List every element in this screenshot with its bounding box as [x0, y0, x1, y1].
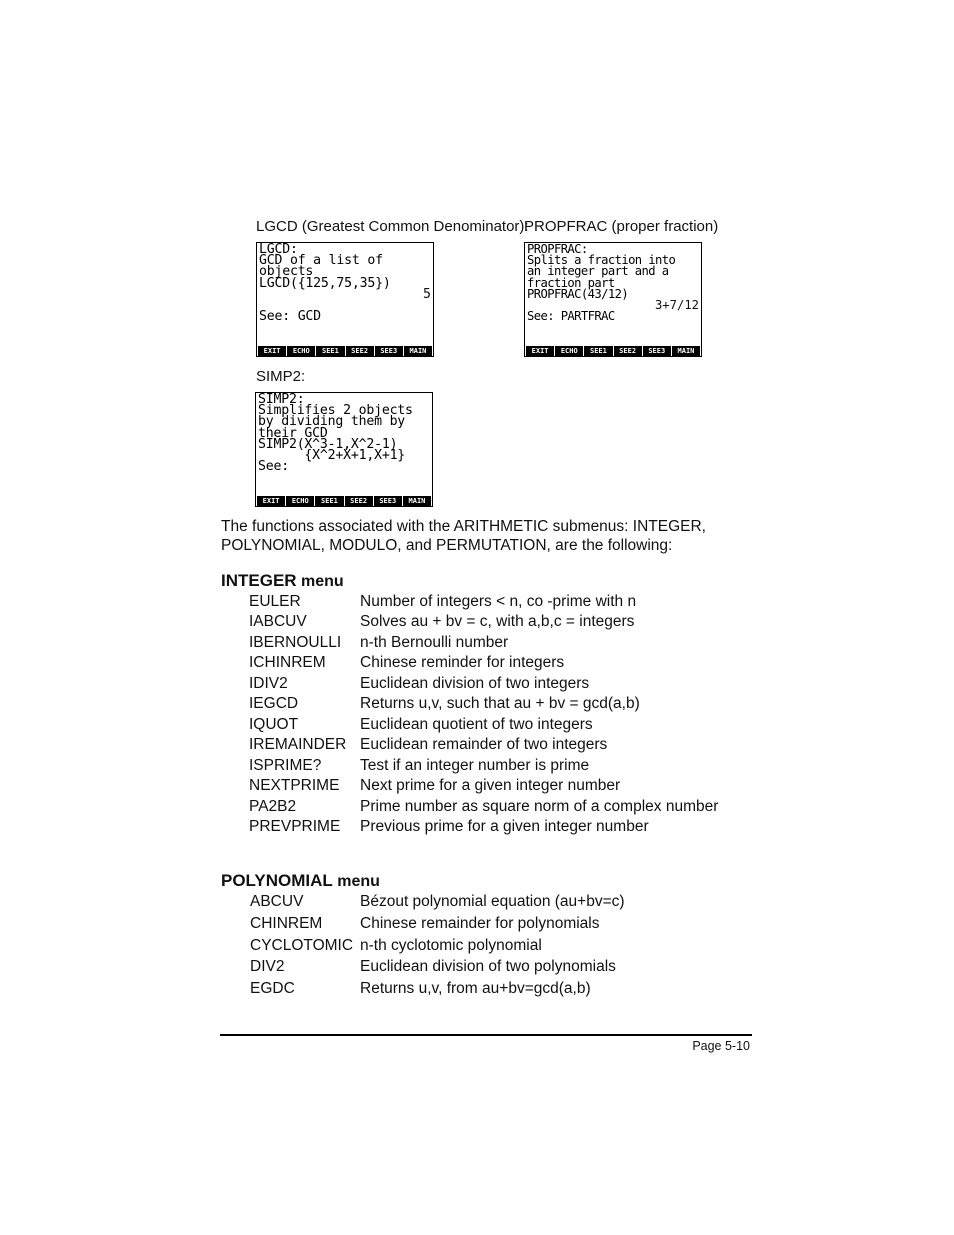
menu-item: [250, 893, 770, 913]
polynomial-heading-main: POLYNOMIAL: [221, 871, 333, 890]
menu-item-description: Euclidean division of two integers: [360, 674, 590, 692]
menu-item: [249, 634, 769, 654]
menu-item-description: Prime number as square norm of a complex number: [360, 797, 719, 815]
menu-item: [249, 777, 769, 797]
menu-item-command: CHINREM: [250, 914, 323, 932]
softkey-see1[interactable]: SEE1: [316, 346, 344, 356]
menu-item-description: Chinese reminder for integers: [360, 654, 565, 672]
menu-item-description: Bézout polynomial equation (au+bv=c): [360, 893, 625, 910]
menu-item-command: DIV2: [250, 958, 285, 976]
softkey-main[interactable]: MAIN: [403, 496, 431, 506]
menu-item-command: ICHINREM: [249, 654, 326, 672]
lgcd-screen-result: 5: [423, 287, 431, 302]
menu-item-command: IQUOT: [249, 715, 299, 733]
menu-item-description: n-th Bernoulli number: [360, 633, 509, 651]
menu-item-command: IBERNOULLI: [249, 633, 342, 651]
menu-item: [249, 695, 769, 715]
menu-item: [249, 798, 769, 818]
softkey-exit[interactable]: EXIT: [258, 346, 286, 356]
menu-item-description: Next prime for a given integer number: [360, 777, 621, 795]
menu-item-command: NEXTPRIME: [249, 777, 340, 795]
softkey-main[interactable]: MAIN: [672, 346, 700, 356]
menu-item: [249, 675, 769, 695]
lgcd-calculator-screen: [256, 242, 434, 357]
softkey-see3[interactable]: SEE3: [375, 346, 403, 356]
softkey-echo[interactable]: ECHO: [287, 346, 315, 356]
menu-item: [249, 654, 769, 674]
lgcd-screen-text: LGCD: GCD of a list of objects LGCD({125,75,35}) See: GCD: [259, 242, 391, 325]
lgcd-caption: LGCD (Greatest Common Denominator):: [256, 218, 529, 235]
menu-item-command: IEGCD: [249, 695, 299, 713]
menu-item-command: ABCUV: [250, 893, 304, 910]
menu-item: [249, 613, 769, 633]
menu-item: [250, 980, 770, 1000]
propfrac-caption: PROPFRAC (proper fraction): [524, 218, 719, 235]
simp2-caption: SIMP2:: [256, 368, 306, 385]
menu-item: [249, 593, 769, 613]
polynomial-menu-heading: [221, 871, 380, 891]
menu-item-description: Euclidean quotient of two integers: [360, 715, 593, 733]
softkey-echo[interactable]: ECHO: [555, 346, 583, 356]
menu-item: [249, 757, 769, 777]
menu-item: [250, 937, 770, 957]
softkey-see3[interactable]: SEE3: [374, 496, 402, 506]
menu-item-description: Euclidean division of two polynomials: [360, 958, 616, 976]
softkey-main[interactable]: MAIN: [404, 346, 432, 356]
menu-item-description: Previous prime for a given integer number: [360, 817, 649, 835]
menu-item: [249, 716, 769, 736]
intro-paragraph: [221, 517, 706, 555]
lgcd-softkey-bar: [257, 346, 433, 356]
integer-heading-main: INTEGER: [221, 571, 297, 590]
softkey-exit[interactable]: EXIT: [526, 346, 554, 356]
propfrac-screen-text: PROPFRAC: Splits a fraction into an integer part and a fraction part PROPFRAC(43/12) See: PARTFRAC: [527, 242, 676, 324]
menu-item-command: IDIV2: [249, 674, 288, 692]
menu-item-description: Returns u,v, from au+bv=gcd(a,b): [360, 980, 591, 998]
softkey-echo[interactable]: ECHO: [286, 496, 314, 506]
menu-item-command: EGDC: [250, 980, 295, 998]
menu-item-description: Returns u,v, such that au + bv = gcd(a,b): [360, 695, 640, 713]
simp2-softkey-bar: [256, 496, 432, 506]
softkey-see1[interactable]: SEE1: [315, 496, 343, 506]
simp2-calculator-screen: [255, 392, 433, 507]
intro-line-2: POLYNOMIAL, MODULO, and PERMUTATION, are the following:: [221, 537, 673, 554]
propfrac-screen-result: 3+7/12: [654, 298, 699, 312]
integer-heading-suffix: menu: [296, 573, 344, 590]
menu-item-description: Test if an integer number is prime: [360, 756, 590, 774]
softkey-see1[interactable]: SEE1: [584, 346, 612, 356]
menu-item-description: n-th cyclotomic polynomial: [360, 936, 542, 954]
page-number: Page 5-10: [692, 1039, 750, 1053]
simp2-screen-text: SIMP2: Simplifies 2 objects by dividing them by their GCD SIMP2(X^3-1,X^2-1) {X^2+X+1,X+1} See:: [258, 392, 413, 475]
menu-item: [250, 958, 770, 978]
menu-item-command: EULER: [249, 593, 301, 610]
menu-item: [250, 915, 770, 935]
polynomial-heading-suffix: menu: [332, 873, 380, 890]
propfrac-softkey-bar: [525, 346, 701, 356]
menu-item-command: ISPRIME?: [249, 756, 322, 774]
softkey-see3[interactable]: SEE3: [643, 346, 671, 356]
menu-item-command: PA2B2: [249, 797, 297, 815]
menu-item-description: Number of integers < n, co -prime with n: [360, 593, 637, 610]
softkey-exit[interactable]: EXIT: [257, 496, 285, 506]
menu-item-description: Solves au + bv = c, with a,b,c = integers: [360, 613, 635, 631]
propfrac-calculator-screen: [524, 242, 702, 357]
menu-item: [249, 818, 769, 838]
softkey-see2[interactable]: SEE2: [346, 346, 374, 356]
integer-menu-heading: [221, 571, 344, 591]
intro-line-1: The functions associated with the ARITHMETIC submenus: INTEGER,: [221, 518, 706, 535]
softkey-see2[interactable]: SEE2: [345, 496, 373, 506]
menu-item-command: PREVPRIME: [249, 817, 341, 835]
menu-item-description: Euclidean remainder of two integers: [360, 736, 608, 754]
menu-item-command: IABCUV: [249, 613, 307, 631]
menu-item: [249, 736, 769, 756]
menu-item-description: Chinese remainder for polynomials: [360, 914, 600, 932]
softkey-see2[interactable]: SEE2: [614, 346, 642, 356]
footer-rule: [220, 1034, 752, 1036]
menu-item-command: IREMAINDER: [249, 736, 347, 754]
menu-item-command: CYCLOTOMIC: [250, 936, 354, 954]
